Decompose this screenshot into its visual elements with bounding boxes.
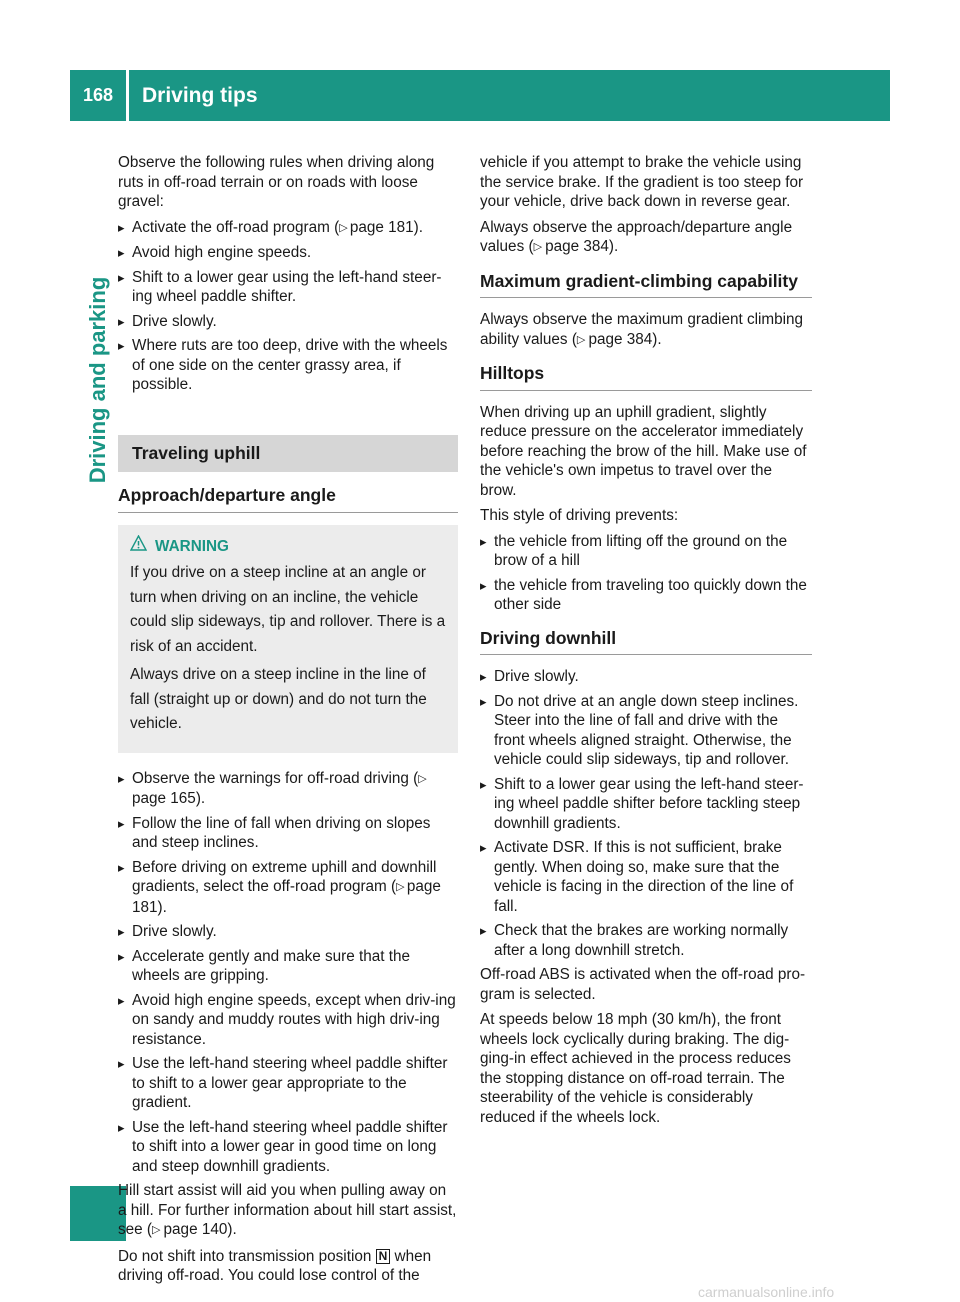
list-item: ▸ Activate the off-road program (▷ page 181).	[118, 218, 424, 236]
page-number: 168	[82, 85, 114, 105]
subheading-approach-departure: Approach/departure angle	[118, 486, 458, 513]
page-reference-arrow-icon: ▷	[576, 333, 586, 346]
speeds-paragraph: At speeds below 18 mph (30 km/h), the front wheels lock cyclically during braking. The dig-ging-in effect achieved in the process reduces the stopping distance on off-road terrain. The steerability of the vehicle is considerably reduced if the wheels lock.	[480, 1011, 791, 1126]
list-item: ▸ Use the left-hand steering wheel paddle shifter to shift into a lower gear in good time on long and steep downhill gradients.	[118, 1118, 448, 1175]
warning-label: WARNING	[155, 537, 229, 555]
downhill-bullet-list	[480, 667, 812, 960]
list-item: ▸ Drive slowly.	[480, 668, 579, 685]
list-item: ▸ Follow the line of fall when driving on slopes and steep inclines.	[118, 814, 431, 851]
list-item: ▸ Where ruts are too deep, drive with the wheels of one side on the center grassy area, if possible.	[118, 337, 448, 393]
subheading-max-gradient: Maximum gradient-climbing capability	[480, 272, 812, 299]
subheading-driving-downhill: Driving downhill	[480, 629, 812, 656]
abs-paragraph: Off-road ABS is activated when the off-road pro-gram is selected.	[480, 966, 806, 1003]
list-item: ▸ Accelerate gently and make sure that the wheels are gripping.	[118, 947, 411, 984]
list-item: ▸ Avoid high engine speeds.	[118, 244, 312, 261]
bullet-arrow-icon: ▸	[118, 1119, 125, 1135]
list-item: ▸ Drive slowly.	[118, 923, 217, 940]
bullet-arrow-icon: ▸	[118, 313, 125, 329]
bullet-arrow-icon: ▸	[480, 669, 487, 684]
list-item: ▸ Observe the warnings for off-road driving (▷ page 165).	[118, 769, 429, 807]
bullet-arrow-icon: ▸	[118, 338, 125, 353]
bullet-arrow-icon: ▸	[480, 693, 487, 709]
list-item: ▸ Shift to a lower gear using the left-hand steer-ing wheel paddle shifter before tackling steep downhill gradients.	[480, 775, 804, 832]
warning-heading	[130, 535, 448, 560]
continued-paragraph: vehicle if you attempt to brake the vehicle using the service brake. If the gradient is too steep for your vehicle, drive back down in reverse gear.	[480, 154, 804, 210]
list-item: ▸ Do not drive at an angle down steep inclines. Steer into the line of fall and drive with the front wheels aligned straight. Otherwise, the vehicle could slip sideways, tip and rollover.	[480, 692, 799, 768]
list-item: ▸ Activate DSR. If this is not sufficient, brake gently. When doing so, make sure that the vehicle is facing in the direction of the line of fall.	[480, 839, 794, 915]
header-divider	[126, 70, 129, 121]
angle-values-paragraph: Always observe the approach/departure angle values (▷ page 384).	[480, 218, 793, 255]
page-reference-arrow-icon: ▷	[339, 221, 350, 234]
warning-box	[118, 525, 458, 753]
list-item: ▸ Before driving on extreme uphill and downhill gradients, select the off-road program (▷ page 181).	[118, 858, 441, 916]
warning-text-2: Always drive on a steep incline in the line of fall (straight up or down) and do not turn the vehicle.	[130, 666, 427, 732]
uphill-bullet-list	[118, 769, 458, 1177]
bullet-arrow-icon: ▸	[480, 776, 487, 792]
warning-triangle-icon	[130, 535, 147, 560]
hilltops-prevents: This style of driving prevents:	[480, 507, 679, 524]
bullet-arrow-icon: ▸	[118, 245, 125, 260]
hill-start-paragraph: Hill start assist will aid you when pulling away on a hill. For further information about hill start assist, see (▷ page 140).	[118, 1182, 457, 1238]
bullet-arrow-icon: ▸	[480, 840, 487, 855]
list-item: ▸ the vehicle from lifting off the ground on the brow of a hill	[480, 532, 788, 569]
bullet-arrow-icon: ▸	[480, 533, 487, 549]
list-item: ▸ Shift to a lower gear using the left-hand steer-ing wheel paddle shifter.	[118, 268, 442, 305]
gear-position-badge: N	[376, 1249, 391, 1264]
bullet-arrow-icon: ▸	[118, 815, 125, 831]
bullet-arrow-icon: ▸	[118, 924, 125, 939]
ruts-bullet-list	[118, 218, 458, 395]
right-column	[480, 153, 812, 1133]
max-gradient-paragraph: Always observe the maximum gradient climbing ability values (▷ page 384).	[480, 311, 804, 348]
list-item: ▸ Drive slowly.	[118, 312, 217, 330]
subheading-hilltops: Hilltops	[480, 364, 812, 391]
bullet-arrow-icon: ▸	[118, 859, 125, 875]
bullet-arrow-icon: ▸	[118, 219, 125, 235]
page-reference-link[interactable]: page 140	[163, 1221, 228, 1238]
page-reference-link[interactable]: page 181	[349, 218, 414, 236]
page-reference-link[interactable]: page 165	[132, 790, 196, 807]
bullet-arrow-icon: ▸	[118, 770, 125, 786]
neutral-paragraph: Do not shift into transmission position N when driving off-road. You could lose control of the	[118, 1247, 432, 1284]
page-reference-link[interactable]: page 384	[588, 330, 653, 348]
left-column	[118, 153, 458, 1292]
side-tab-label: Driving and parking	[85, 276, 110, 484]
list-item: ▸ Avoid high engine speeds, except when driv-ing on sandy and muddy routes with high driv-ing resistance.	[118, 991, 456, 1048]
bullet-arrow-icon: ▸	[118, 269, 125, 285]
list-item: ▸ Use the left-hand steering wheel paddle shifter to shift to a lower gear appropriate to the gradient.	[118, 1055, 448, 1111]
page-reference-arrow-icon: ▷	[418, 772, 429, 785]
page-reference-arrow-icon: ▷	[396, 881, 407, 893]
hilltops-bullet-list	[480, 532, 812, 615]
list-item: ▸ Check that the brakes are working normally after a long downhill stretch.	[480, 922, 789, 959]
page-reference-link[interactable]: page 181	[132, 878, 441, 916]
bullet-arrow-icon: ▸	[480, 577, 487, 593]
footer-watermark: carmanualsonline.info	[698, 1284, 835, 1300]
warning-text-1: If you drive on a steep incline at an angle or turn when driving on an incline, the vehicle could slip sideways, tip and rollover. There is a risk of an accident.	[130, 564, 446, 655]
page-reference-link[interactable]: page 384	[545, 238, 609, 255]
bullet-arrow-icon: ▸	[118, 992, 125, 1008]
bullet-arrow-icon: ▸	[480, 923, 487, 938]
hilltops-paragraph: When driving up an uphill gradient, slightly reduce pressure on the accelerator immediately before reaching the brow of the hill. Make use of the vehicle's own impetus to travel over the brow.	[480, 403, 807, 499]
page-reference-arrow-icon: ▷	[533, 241, 543, 253]
ruts-intro: Observe the following rules when driving along ruts in off-road terrain or on roads with loose gravel:	[118, 154, 435, 210]
page-reference-arrow-icon: ▷	[152, 1224, 161, 1236]
page-title: Driving tips	[142, 83, 258, 107]
section-heading-traveling-uphill: Traveling uphill	[118, 435, 458, 473]
list-item: ▸ the vehicle from traveling too quickly down the other side	[480, 576, 807, 613]
bullet-arrow-icon: ▸	[118, 1056, 125, 1071]
bullet-arrow-icon: ▸	[118, 948, 125, 964]
